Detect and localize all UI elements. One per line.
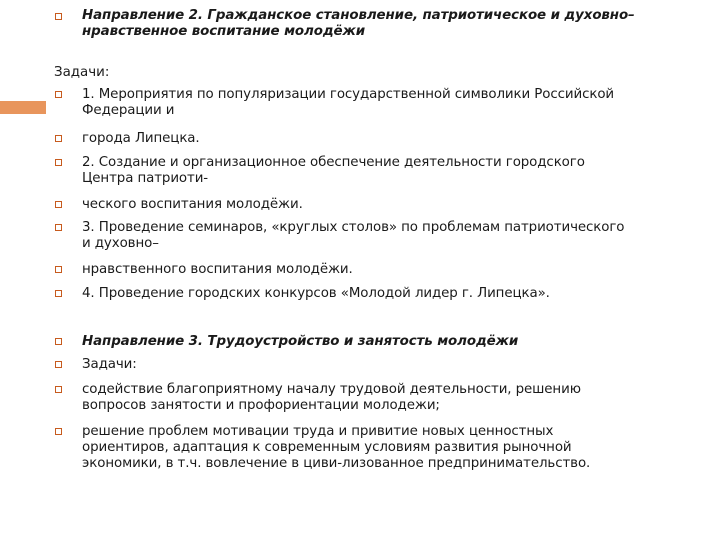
section1-tasks-label: Задачи: bbox=[54, 65, 110, 80]
list-item: нравственного воспитания молодёжи. bbox=[82, 262, 353, 277]
hollow-square-bullet-icon bbox=[55, 266, 62, 273]
list-item: города Липецка. bbox=[82, 131, 200, 146]
accent-bar bbox=[0, 101, 46, 114]
list-item: ческого воспитания молодёжи. bbox=[82, 197, 303, 212]
section1-heading: Направление 2. Гражданское становление, патриотическое и духовно– нравственное воспитание молодёжи bbox=[82, 8, 635, 39]
list-item: содействие благоприятному началу трудовой деятельности, решению вопросов занятости и профориентации молодежи; bbox=[82, 382, 581, 413]
list-item: 4. Проведение городских конкурсов «Молодой лидер г. Липецка». bbox=[82, 286, 550, 301]
list-item: решение проблем мотивации труда и привитие новых ценностных ориентиров, адаптация к современным условиям развития рыночной экономики, в т.ч. вовлечение в циви-лизованное предпринимательство. bbox=[82, 424, 591, 471]
hollow-square-bullet-icon bbox=[55, 159, 62, 166]
hollow-square-bullet-icon bbox=[55, 428, 62, 435]
list-item: 3. Проведение семинаров, «круглых столов» по проблемам патриотического и духовно– bbox=[82, 220, 625, 251]
list-item: 2. Создание и организационное обеспечение деятельности городского Центра патриоти- bbox=[82, 155, 585, 186]
list-item: 1. Мероприятия по популяризации государственной символики Российской Федерации и bbox=[82, 87, 615, 118]
hollow-square-bullet-icon bbox=[55, 361, 62, 368]
hollow-square-bullet-icon bbox=[55, 201, 62, 208]
hollow-square-bullet-icon bbox=[55, 338, 62, 345]
hollow-square-bullet-icon bbox=[55, 386, 62, 393]
hollow-square-bullet-icon bbox=[55, 290, 62, 297]
hollow-square-bullet-icon bbox=[55, 13, 62, 20]
hollow-square-bullet-icon bbox=[55, 224, 62, 231]
section2-heading: Направление 3. Трудоустройство и занятость молодёжи bbox=[82, 334, 519, 349]
hollow-square-bullet-icon bbox=[55, 135, 62, 142]
section2-tasks-label: Задачи: bbox=[82, 357, 137, 372]
hollow-square-bullet-icon bbox=[55, 91, 62, 98]
